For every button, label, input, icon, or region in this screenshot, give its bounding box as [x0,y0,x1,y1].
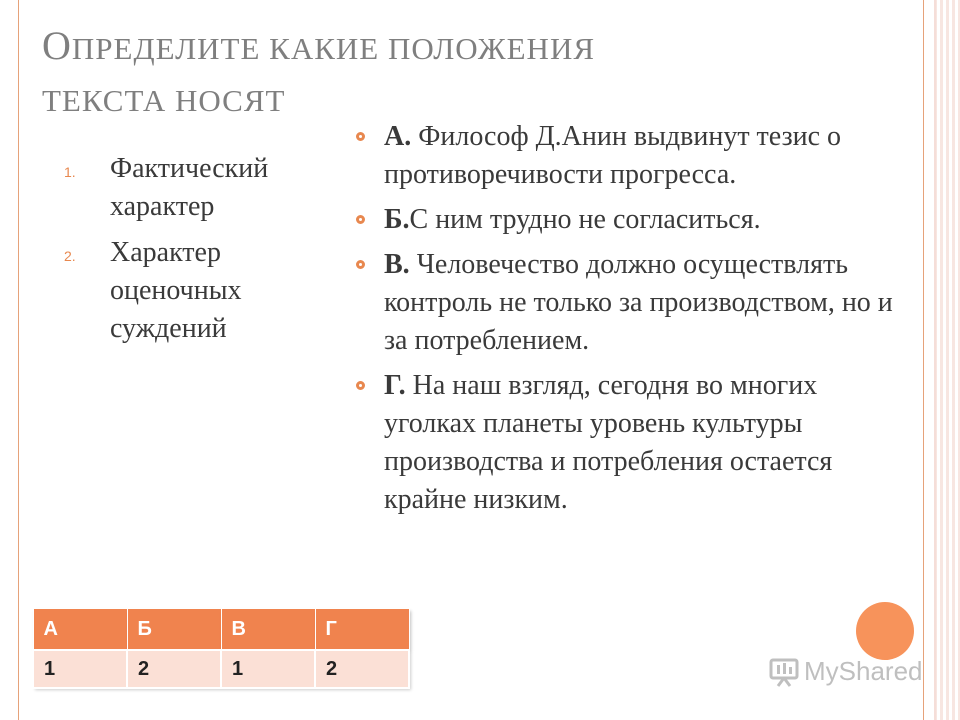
table-header-cell: Г [315,609,409,651]
right-bullet-list [356,118,906,526]
ring-bullet-icon [356,215,365,224]
item-text: Человечество должно осуществлять контроль не только за производством, но и за потреблением. [384,249,893,356]
table-cell: 1 [33,650,127,688]
table-header-cell: Б [127,609,221,651]
list-number: 1. [64,164,76,180]
list-item [356,367,906,519]
watermark-text: MyShared [804,656,923,686]
list-item [64,234,304,348]
item-text: Философ Д.Анин выдвинут тезис о противоречивости прогресса. [384,121,842,190]
list-item [64,150,304,226]
right-decorative-strip [934,0,960,720]
answer-table [32,608,410,689]
item-letter: Б. [384,204,410,235]
presentation-icon [768,657,800,687]
item-letter: Г. [384,370,406,401]
list-number: 2. [64,248,76,264]
list-item-text: Характер оценочных суждений [110,237,242,344]
table-header-cell: А [33,609,127,651]
title-initial: О [42,23,72,68]
table-header-cell: В [221,609,315,651]
item-letter: А. [384,121,412,152]
table-header-row [33,609,409,651]
table-cell: 2 [315,650,409,688]
table-cell: 1 [221,650,315,688]
list-item [356,246,906,360]
table-row [33,650,409,688]
left-numbered-list [64,150,304,356]
list-item-text: Фактический характер [110,153,269,222]
list-item [356,118,906,194]
ring-bullet-icon [356,260,365,269]
item-letter: В. [384,249,410,280]
item-text: С ним трудно не согласиться. [409,204,761,235]
table-cell: 2 [127,650,221,688]
decorative-circle [856,602,914,660]
title-line1: ПРЕДЕЛИТЕ КАКИЕ ПОЛОЖЕНИЯ [71,31,596,66]
ring-bullet-icon [356,381,365,390]
slide-title [42,20,702,127]
ring-bullet-icon [356,132,365,141]
title-line2: ТЕКСТА НОСЯТ [42,83,286,118]
item-text: На наш взгляд, сегодня во многих уголках планеты уровень культуры производства и потребления остается крайне низким. [384,370,833,515]
watermark-logo [768,656,923,687]
list-item [356,201,906,239]
